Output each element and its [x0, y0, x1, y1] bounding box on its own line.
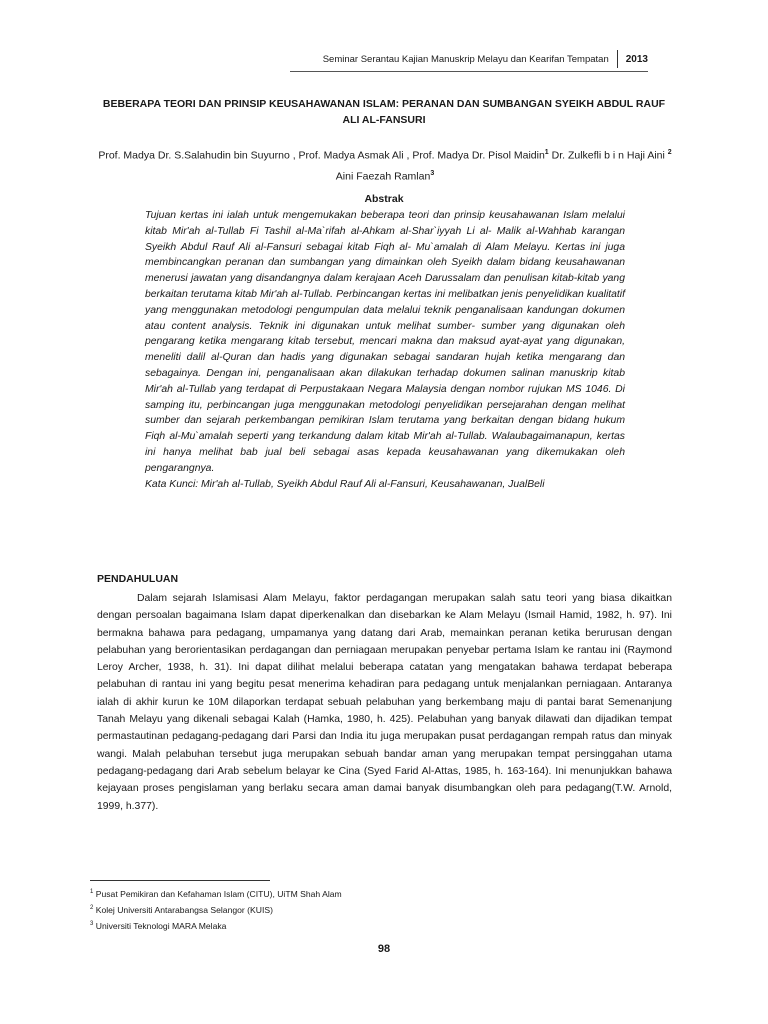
authors-part-3: Aini Faezah Ramlan [335, 170, 431, 182]
footnote-1-text: Pusat Pemikiran dan Kefahaman Islam (CITU), UiTM Shah Alam [93, 888, 342, 899]
header-rule [290, 71, 648, 72]
abstract-body [145, 208, 625, 492]
author-list [90, 144, 680, 185]
footnote-3 [90, 917, 342, 933]
footnote-3-text: Universiti Teknologi MARA Melaka [93, 920, 227, 931]
page-number: 98 [377, 943, 391, 955]
conference-name: Seminar Serantau Kajian Manuskrip Melayu dan Kearifan Tempatan [322, 53, 609, 65]
footnote-1 [90, 885, 342, 901]
affiliation-mark-2: 2 [667, 149, 672, 156]
section-heading: PENDAHULUAN [97, 573, 179, 585]
affiliation-mark-3: 3 [430, 169, 435, 177]
section-body-text: Dalam sejarah Islamisasi Alam Melayu, faktor perdagangan merupakan salah satu teori yang biasa dikaitkan dengan persoalan bagaimana Islam dapat diperkenalkan dan disebarkan ke Alam Melayu (Ismail Hamid, 1982, h. 97). Ini bermakna bahawa para pedagang, umpamanya yang datang dari Arab, memainkan peranan ketika berurusan dengan pelabuhan yang berorientasikan perdagangan dan perniagaan merupakan penyebar pertama Islam ke rantau ini (Raymond Leroy Archer, 1938, h. 31). Ini dapat dilihat melalui beberapa catatan yang mengatakan bahawa terdapat beberapa pelabuhan di rantau ini yang begitu pesat menerima kehadiran para pedagang untuk menjalankan perniagaan. Antaranya ialah di akhir kurun ke 10M dilaporkan terdapat sebuah pelabuhan yang berkembang maju di pantai barat Semenanjung Tanah Melayu yang dikenali sebagai Kalah (Hamka, 1980, h. 425). Pelabuhan yang banyak dilawati dan dijadikan tempat permastautinan pedagang-pedagang dari Parsi dan India itu juga merupakan pusat perdagangan rempah ratus dan minyak wangi. Malah pelabuhan tersebut juga merupakan sebuah bandar aman yang merupakan tempat persinggahan utama pedagang-pedagang dari Arab sebelum belayar ke Cina (Syed Farid Al-Attas, 1985, h. 163-164). Ini menunjukkan bahawa kejayaan proses pengislaman yang berlaku secara aman damai banyak disumbangkan oleh para pedagang(T.W. Arnold, 1999, h.377). [97, 593, 672, 812]
authors-part-2: Dr. Zulkefli b i n Haji Aini [548, 149, 668, 162]
conference-year: 2013 [617, 50, 648, 68]
footnote-rule [90, 880, 270, 881]
abstract-keywords: Kata Kunci: Mir'ah al-Tullab, Syeikh Abdul Rauf Ali al-Fansuri, Keusahawanan, JualBeli [145, 478, 545, 490]
footnote-2-number: 2 [90, 904, 94, 911]
footnote-2-text: Kolej Universiti Antarabangsa Selangor (KUIS) [93, 904, 273, 915]
affiliation-mark-1: 1 [544, 149, 549, 156]
abstract-heading: Abstrak [364, 193, 404, 205]
footnote-2 [90, 901, 342, 917]
running-header [290, 50, 648, 68]
paper-title: BEBERAPA TEORI DAN PRINSIP KEUSAHAWANAN ISLAM: PERANAN DAN SUMBANGAN SYEIKH ABDUL RAUF ALI AL-FANSURI [102, 98, 666, 126]
footnote-1-number: 1 [90, 889, 94, 895]
abstract-text: Tujuan kertas ini ialah untuk mengemukakan beberapa teori dan prinsip keusahawanan Islam melalui kitab Mir'ah al-Tullab Fi Tashil al-Ma`rifah al-Ahkam al-Shar`iyyah Li al- Malik al-Wahhab karangan Syeikh Abdul Rauf Ali al-Fansuri sebagai kitab Fiqh al- Mu`amalah di Alam Melayu. Kertas ini juga membincangkan peranan dan sumbangan yang dimainkan oleh Syeikh dalam bidang keusahawanan menerusi jawatan yang disandangnya dalam kerajaan Aceh Darussalam dan penulisan kitab-kitab yang berkaitan terutama kitab Mir'ah al-Tullab. Perbincangan kertas ini melibatkan jenis penyelidikan kualitatif yang menggunakan metodologi pengumpulan data melalui teknik penganalisaan kandungan dokumen atau content analysis. Teknik ini digunakan untuk melihat sumber- sumber yang digunakan oleh pengarang ketika mengarang kitab tersebut, mencari makna dan maksud ayat-ayat yang digunakan, meneliti dalil al-Quran dan hadis yang digunakan sebagai sandaran hujah ketika mengarang dan sebagainya. Dengan ini, penganalisaan akan dilakukan terhadap dokumen salinan manuskrip kitab Mir'ah al-Tullab yang terdapat di Perpustakaan Negara Malaysia dengan nombor rujukan MS 1046. Di samping itu, perbincangan juga menggunakan metodologi penyelidikan persejarahan dengan melihat sumber dan sejarah perkembangan pemikiran Islam terutama yang berkaitan dengan bidang hukum Fiqh al-Mu`amalah seperti yang terkandung dalam kitab Mir'ah al-Tullab. Walaubagaimanapun, kertas ini hanya melihat bab jual beli sebagai asas kepada keusahawanan yang dikemukakan oleh pengarangnya. [145, 210, 625, 474]
footnote-3-number: 3 [90, 920, 94, 927]
footnotes [90, 885, 342, 933]
authors-part-1: Prof. Madya Dr. S.Salahudin bin Suyurno , Prof. Madya Asmak Ali , Prof. Madya Dr. Pisol Maidin [98, 149, 545, 162]
